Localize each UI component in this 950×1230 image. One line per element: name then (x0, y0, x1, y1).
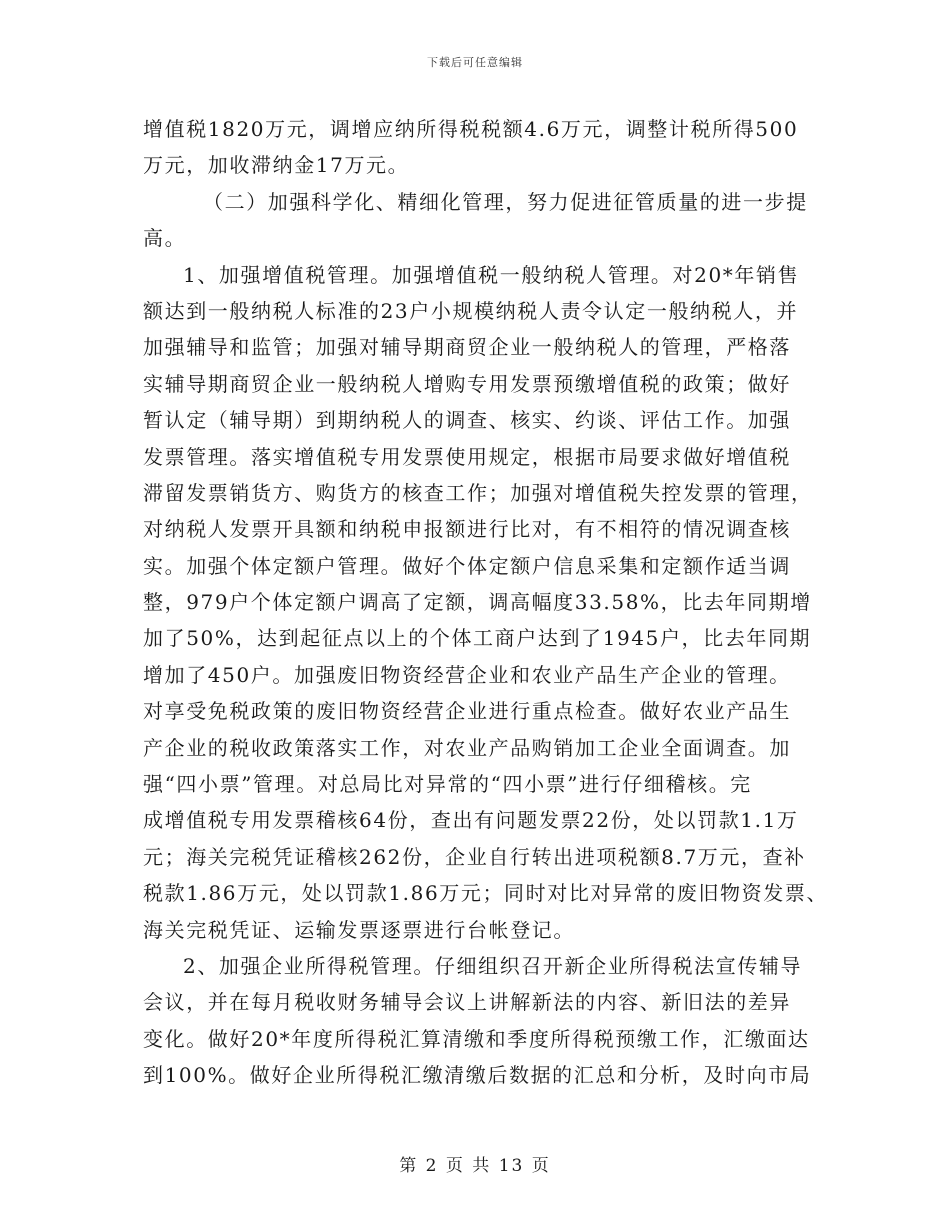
paragraph-line: 2、加强企业所得税管理。仔细组织召开新企业所得税法宣传辅导 (183, 953, 803, 978)
paragraph-line: 对纳税人发票开具额和纳税申报额进行比对，有不相符的情况调查核 (143, 517, 791, 542)
page-header: 下载后可任意编辑 (427, 56, 523, 69)
paragraph-line: 变化。做好20*年度所得税汇算清缴和季度所得税预缴工作，汇缴面达 (143, 1026, 810, 1051)
paragraph-line: 加强辅导和监管；加强对辅导期商贸企业一般纳税人的管理，严格落 (143, 335, 791, 360)
paragraph-line: 会议，并在每月税收财务辅导会议上讲解新法的内容、新旧法的差异 (143, 990, 791, 1015)
paragraph-line: 强“四小票”管理。对总局比对异常的“四小票”进行仔细稽核。完 (143, 772, 752, 797)
paragraph-line: 产企业的税收政策落实工作，对农业产品购销加工企业全面调查。加 (143, 735, 791, 760)
paragraph-line: 加了50%，达到起征点以上的个体工商户达到了1945户，比去年同期 (143, 626, 812, 651)
paragraph-line: 成增值税专用发票稽核64份，查出有问题发票22份，处以罚款1.1万 (143, 808, 799, 833)
paragraph-line: 增值税1820万元，调增应纳所得税税额4.6万元，调整计税所得500 (143, 117, 799, 141)
paragraph-line: 实。加强个体定额户管理。做好个体定额户信息采集和定额作适当调 (143, 553, 791, 578)
paragraph-line: 万元，加收滞纳金17万元。 (143, 153, 410, 178)
paragraph-line: 额达到一般纳税人标准的23户小规模纳税人责令认定一般纳税人，并 (143, 298, 799, 323)
paragraph-line: 1、加强增值税管理。加强增值税一般纳税人管理。对20*年销售 (183, 262, 800, 287)
section-heading-continued: 高。 (143, 226, 187, 251)
document-body (143, 111, 829, 1094)
page-number-footer: 第 2 页 共 13 页 (399, 1156, 551, 1176)
section-heading: （二）加强科学化、精细化管理，努力促进征管质量的进一步提 (203, 189, 808, 214)
paragraph-line: 滞留发票销货方、购货方的核查工作；加强对增值税失控发票的管理， (143, 480, 813, 505)
paragraph-line: 税款1.86万元，处以罚款1.86万元；同时对比对异常的废旧物资发票、 (143, 881, 829, 906)
paragraph-line: 增加了450户。加强废旧物资经营企业和农业产品生产企业的管理。 (143, 662, 791, 687)
paragraph-line: 实辅导期商贸企业一般纳税人增购专用发票预缴增值税的政策；做好 (143, 371, 791, 396)
paragraph-line: 对享受免税政策的废旧物资经营企业进行重点检查。做好农业产品生 (143, 699, 791, 724)
paragraph-line: 元；海关完税凭证稽核262份，企业自行转出进项税额8.7万元，查补 (143, 844, 806, 869)
paragraph-line: 到100%。做好企业所得税汇缴清缴后数据的汇总和分析，及时向市局 (143, 1063, 812, 1088)
paragraph-line: 海关完税凭证、运输发票逐票进行台帐登记。 (143, 917, 575, 942)
paragraph-line: 整，979户个体定额户调高了定额，调高幅度33.58%，比去年同期增 (143, 590, 812, 615)
paragraph-line: 发票管理。落实增值税专用发票使用规定，根据市局要求做好增值税 (143, 444, 791, 469)
paragraph-line: 暂认定（辅导期）到期纳税人的调查、核实、约谈、评估工作。加强 (143, 408, 791, 433)
